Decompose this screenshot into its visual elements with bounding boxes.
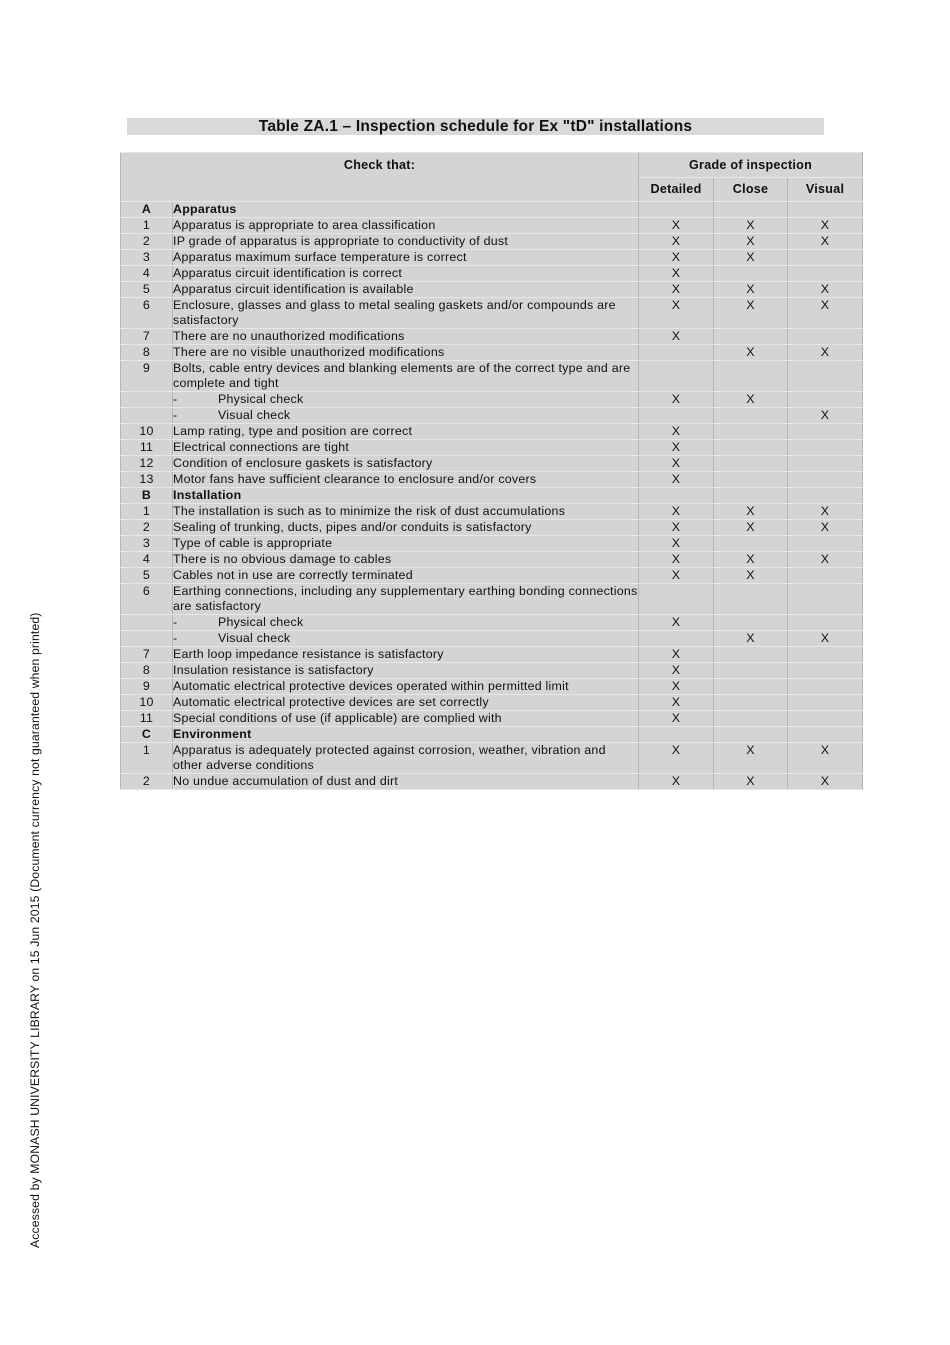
section-title: Environment <box>173 727 639 743</box>
item-number: 4 <box>121 266 173 282</box>
section-label: A <box>121 202 173 218</box>
close-mark <box>714 329 788 345</box>
sub-check-text <box>173 408 639 424</box>
detailed-mark: X <box>639 250 714 266</box>
close-mark: X <box>714 218 788 234</box>
close-mark <box>714 472 788 488</box>
visual-mark <box>788 568 863 584</box>
visual-mark <box>788 440 863 456</box>
visual-mark <box>788 647 863 663</box>
table-row <box>121 679 863 695</box>
item-number: 7 <box>121 647 173 663</box>
dash-marker: - <box>173 392 178 406</box>
close-mark: X <box>714 774 788 790</box>
item-number: 13 <box>121 472 173 488</box>
table-row <box>121 536 863 552</box>
section-row <box>121 488 863 504</box>
visual-mark <box>788 663 863 679</box>
close-mark: X <box>714 743 788 774</box>
check-text: No undue accumulation of dust and dirt <box>173 774 639 790</box>
detailed-mark: X <box>639 536 714 552</box>
close-mark <box>714 456 788 472</box>
close-mark: X <box>714 504 788 520</box>
close-mark: X <box>714 282 788 298</box>
item-number: 2 <box>121 774 173 790</box>
table-row <box>121 615 863 631</box>
table-row <box>121 695 863 711</box>
grade-cell <box>639 727 714 743</box>
check-text: There are no visible unauthorized modifications <box>173 345 639 361</box>
item-number: 1 <box>121 504 173 520</box>
detailed-mark: X <box>639 218 714 234</box>
visual-mark: X <box>788 282 863 298</box>
grade-cell <box>639 488 714 504</box>
visual-mark <box>788 266 863 282</box>
close-mark <box>714 679 788 695</box>
item-number: 8 <box>121 345 173 361</box>
detailed-mark <box>639 345 714 361</box>
section-label: B <box>121 488 173 504</box>
close-mark: X <box>714 568 788 584</box>
grade-cell <box>639 202 714 218</box>
close-mark: X <box>714 392 788 408</box>
visual-mark: X <box>788 345 863 361</box>
check-text: IP grade of apparatus is appropriate to conductivity of dust <box>173 234 639 250</box>
close-mark <box>714 266 788 282</box>
check-text: Apparatus is appropriate to area classification <box>173 218 639 234</box>
item-number: 5 <box>121 568 173 584</box>
check-text: Earth loop impedance resistance is satisfactory <box>173 647 639 663</box>
table-row <box>121 743 863 774</box>
item-number <box>121 631 173 647</box>
table-row <box>121 584 863 615</box>
item-number: 2 <box>121 520 173 536</box>
section-title: Apparatus <box>173 202 639 218</box>
visual-mark <box>788 615 863 631</box>
check-text: Automatic electrical protective devices operated within permitted limit <box>173 679 639 695</box>
close-mark <box>714 695 788 711</box>
detailed-mark: X <box>639 615 714 631</box>
close-mark <box>714 663 788 679</box>
close-mark: X <box>714 345 788 361</box>
section-row <box>121 727 863 743</box>
access-watermark: Accessed by MONASH UNIVERSITY LIBRARY on 15 Jun 2015 (Document currency not guaranteed when printed) <box>28 612 42 1248</box>
detailed-mark <box>639 631 714 647</box>
table-row <box>121 520 863 536</box>
check-text: Apparatus maximum surface temperature is correct <box>173 250 639 266</box>
item-number <box>121 392 173 408</box>
close-mark <box>714 440 788 456</box>
detailed-mark: X <box>639 504 714 520</box>
detailed-mark: X <box>639 520 714 536</box>
detailed-mark: X <box>639 679 714 695</box>
visual-mark: X <box>788 408 863 424</box>
table-row <box>121 663 863 679</box>
item-number: 5 <box>121 282 173 298</box>
table-row <box>121 408 863 424</box>
visual-mark: X <box>788 234 863 250</box>
item-number: 1 <box>121 218 173 234</box>
table-row <box>121 250 863 266</box>
section-label: C <box>121 727 173 743</box>
table-row <box>121 392 863 408</box>
table-row <box>121 282 863 298</box>
dash-marker: - <box>173 615 178 629</box>
table-row <box>121 440 863 456</box>
visual-mark: X <box>788 504 863 520</box>
check-text: There is no obvious damage to cables <box>173 552 639 568</box>
item-number <box>121 408 173 424</box>
detailed-mark: X <box>639 329 714 345</box>
grade-cell <box>714 202 788 218</box>
check-text: Insulation resistance is satisfactory <box>173 663 639 679</box>
item-number: 1 <box>121 743 173 774</box>
close-mark <box>714 361 788 392</box>
item-number: 11 <box>121 440 173 456</box>
close-mark <box>714 615 788 631</box>
close-mark <box>714 424 788 440</box>
check-text: Automatic electrical protective devices are set correctly <box>173 695 639 711</box>
visual-mark <box>788 679 863 695</box>
check-text: Apparatus circuit identification is correct <box>173 266 639 282</box>
detailed-mark: X <box>639 568 714 584</box>
grade-cell <box>714 488 788 504</box>
item-number: 2 <box>121 234 173 250</box>
item-number: 10 <box>121 695 173 711</box>
visual-mark <box>788 329 863 345</box>
section-title: Installation <box>173 488 639 504</box>
table-row <box>121 298 863 329</box>
section-row <box>121 202 863 218</box>
table-row <box>121 647 863 663</box>
check-text: Electrical connections are tight <box>173 440 639 456</box>
grade-of-inspection-header: Grade of inspection <box>639 153 863 178</box>
visual-mark <box>788 536 863 552</box>
visual-mark <box>788 472 863 488</box>
close-mark: X <box>714 520 788 536</box>
check-text: Motor fans have sufficient clearance to enclosure and/or covers <box>173 472 639 488</box>
item-number: 10 <box>121 424 173 440</box>
check-text: Sealing of trunking, ducts, pipes and/or conduits is satisfactory <box>173 520 639 536</box>
sub-check-text <box>173 392 639 408</box>
close-mark <box>714 711 788 727</box>
table-row <box>121 552 863 568</box>
detailed-mark: X <box>639 392 714 408</box>
item-number: 3 <box>121 250 173 266</box>
visual-mark: X <box>788 552 863 568</box>
visual-mark: X <box>788 743 863 774</box>
table-row <box>121 472 863 488</box>
check-text: Type of cable is appropriate <box>173 536 639 552</box>
sub-check-label: Physical check <box>218 392 304 406</box>
table-row <box>121 218 863 234</box>
visual-mark: X <box>788 774 863 790</box>
item-number: 6 <box>121 584 173 615</box>
check-text: The installation is such as to minimize the risk of dust accumulations <box>173 504 639 520</box>
check-text: Special conditions of use (if applicable) are complied with <box>173 711 639 727</box>
detailed-mark: X <box>639 456 714 472</box>
check-text: Lamp rating, type and position are correct <box>173 424 639 440</box>
item-number: 12 <box>121 456 173 472</box>
item-number: 9 <box>121 679 173 695</box>
detailed-mark: X <box>639 711 714 727</box>
close-mark <box>714 408 788 424</box>
grade-cell <box>788 488 863 504</box>
sub-check-label: Visual check <box>218 408 291 422</box>
visual-mark <box>788 695 863 711</box>
visual-mark <box>788 711 863 727</box>
close-header: Close <box>714 178 788 202</box>
sub-check-text <box>173 615 639 631</box>
check-text: Bolts, cable entry devices and blanking elements are of the correct type and are complete and tight <box>173 361 639 392</box>
item-number: 8 <box>121 663 173 679</box>
sub-check-label: Physical check <box>218 615 304 629</box>
table-caption: Table ZA.1 – Inspection schedule for Ex "tD" installations <box>127 118 824 135</box>
table-row <box>121 266 863 282</box>
visual-mark <box>788 361 863 392</box>
check-text: Cables not in use are correctly terminated <box>173 568 639 584</box>
check-that-header: Check that: <box>121 153 639 202</box>
check-text: Condition of enclosure gaskets is satisfactory <box>173 456 639 472</box>
table-row <box>121 456 863 472</box>
table-row <box>121 234 863 250</box>
visual-mark <box>788 584 863 615</box>
detailed-mark <box>639 361 714 392</box>
check-text: There are no unauthorized modifications <box>173 329 639 345</box>
item-number: 11 <box>121 711 173 727</box>
check-text: Apparatus is adequately protected against corrosion, weather, vibration and other adverse conditions <box>173 743 639 774</box>
check-text: Apparatus circuit identification is available <box>173 282 639 298</box>
table-row <box>121 345 863 361</box>
close-mark: X <box>714 298 788 329</box>
detailed-mark: X <box>639 663 714 679</box>
visual-mark <box>788 250 863 266</box>
visual-mark: X <box>788 631 863 647</box>
close-mark: X <box>714 250 788 266</box>
detailed-mark <box>639 408 714 424</box>
table-row <box>121 774 863 790</box>
visual-mark: X <box>788 218 863 234</box>
detailed-mark: X <box>639 472 714 488</box>
close-mark <box>714 536 788 552</box>
item-number: 7 <box>121 329 173 345</box>
detailed-mark: X <box>639 234 714 250</box>
close-mark: X <box>714 552 788 568</box>
inspection-schedule-table <box>120 152 863 790</box>
detailed-mark: X <box>639 647 714 663</box>
sub-check-label: Visual check <box>218 631 291 645</box>
close-mark: X <box>714 631 788 647</box>
close-mark <box>714 584 788 615</box>
item-number <box>121 615 173 631</box>
detailed-mark: X <box>639 440 714 456</box>
detailed-mark: X <box>639 266 714 282</box>
item-number: 3 <box>121 536 173 552</box>
table-row <box>121 329 863 345</box>
detailed-mark: X <box>639 282 714 298</box>
detailed-header: Detailed <box>639 178 714 202</box>
table-body <box>121 202 863 790</box>
detailed-mark <box>639 584 714 615</box>
detailed-mark: X <box>639 298 714 329</box>
table-row <box>121 568 863 584</box>
detailed-mark: X <box>639 552 714 568</box>
check-text: Enclosure, glasses and glass to metal sealing gaskets and/or compounds are satisfactory <box>173 298 639 329</box>
visual-mark <box>788 424 863 440</box>
detailed-mark: X <box>639 743 714 774</box>
grade-cell <box>714 727 788 743</box>
dash-marker: - <box>173 631 178 645</box>
grade-cell <box>788 727 863 743</box>
visual-mark: X <box>788 520 863 536</box>
visual-header: Visual <box>788 178 863 202</box>
item-number: 6 <box>121 298 173 329</box>
detailed-mark: X <box>639 695 714 711</box>
visual-mark: X <box>788 298 863 329</box>
close-mark <box>714 647 788 663</box>
visual-mark <box>788 456 863 472</box>
table-row <box>121 361 863 392</box>
item-number: 4 <box>121 552 173 568</box>
visual-mark <box>788 392 863 408</box>
detailed-mark: X <box>639 774 714 790</box>
grade-cell <box>788 202 863 218</box>
table-row <box>121 631 863 647</box>
close-mark: X <box>714 234 788 250</box>
detailed-mark: X <box>639 424 714 440</box>
sub-check-text <box>173 631 639 647</box>
item-number: 9 <box>121 361 173 392</box>
dash-marker: - <box>173 408 178 422</box>
table-row <box>121 504 863 520</box>
table-row <box>121 424 863 440</box>
check-text: Earthing connections, including any supplementary earthing bonding connections are satisfactory <box>173 584 638 613</box>
table-row <box>121 711 863 727</box>
